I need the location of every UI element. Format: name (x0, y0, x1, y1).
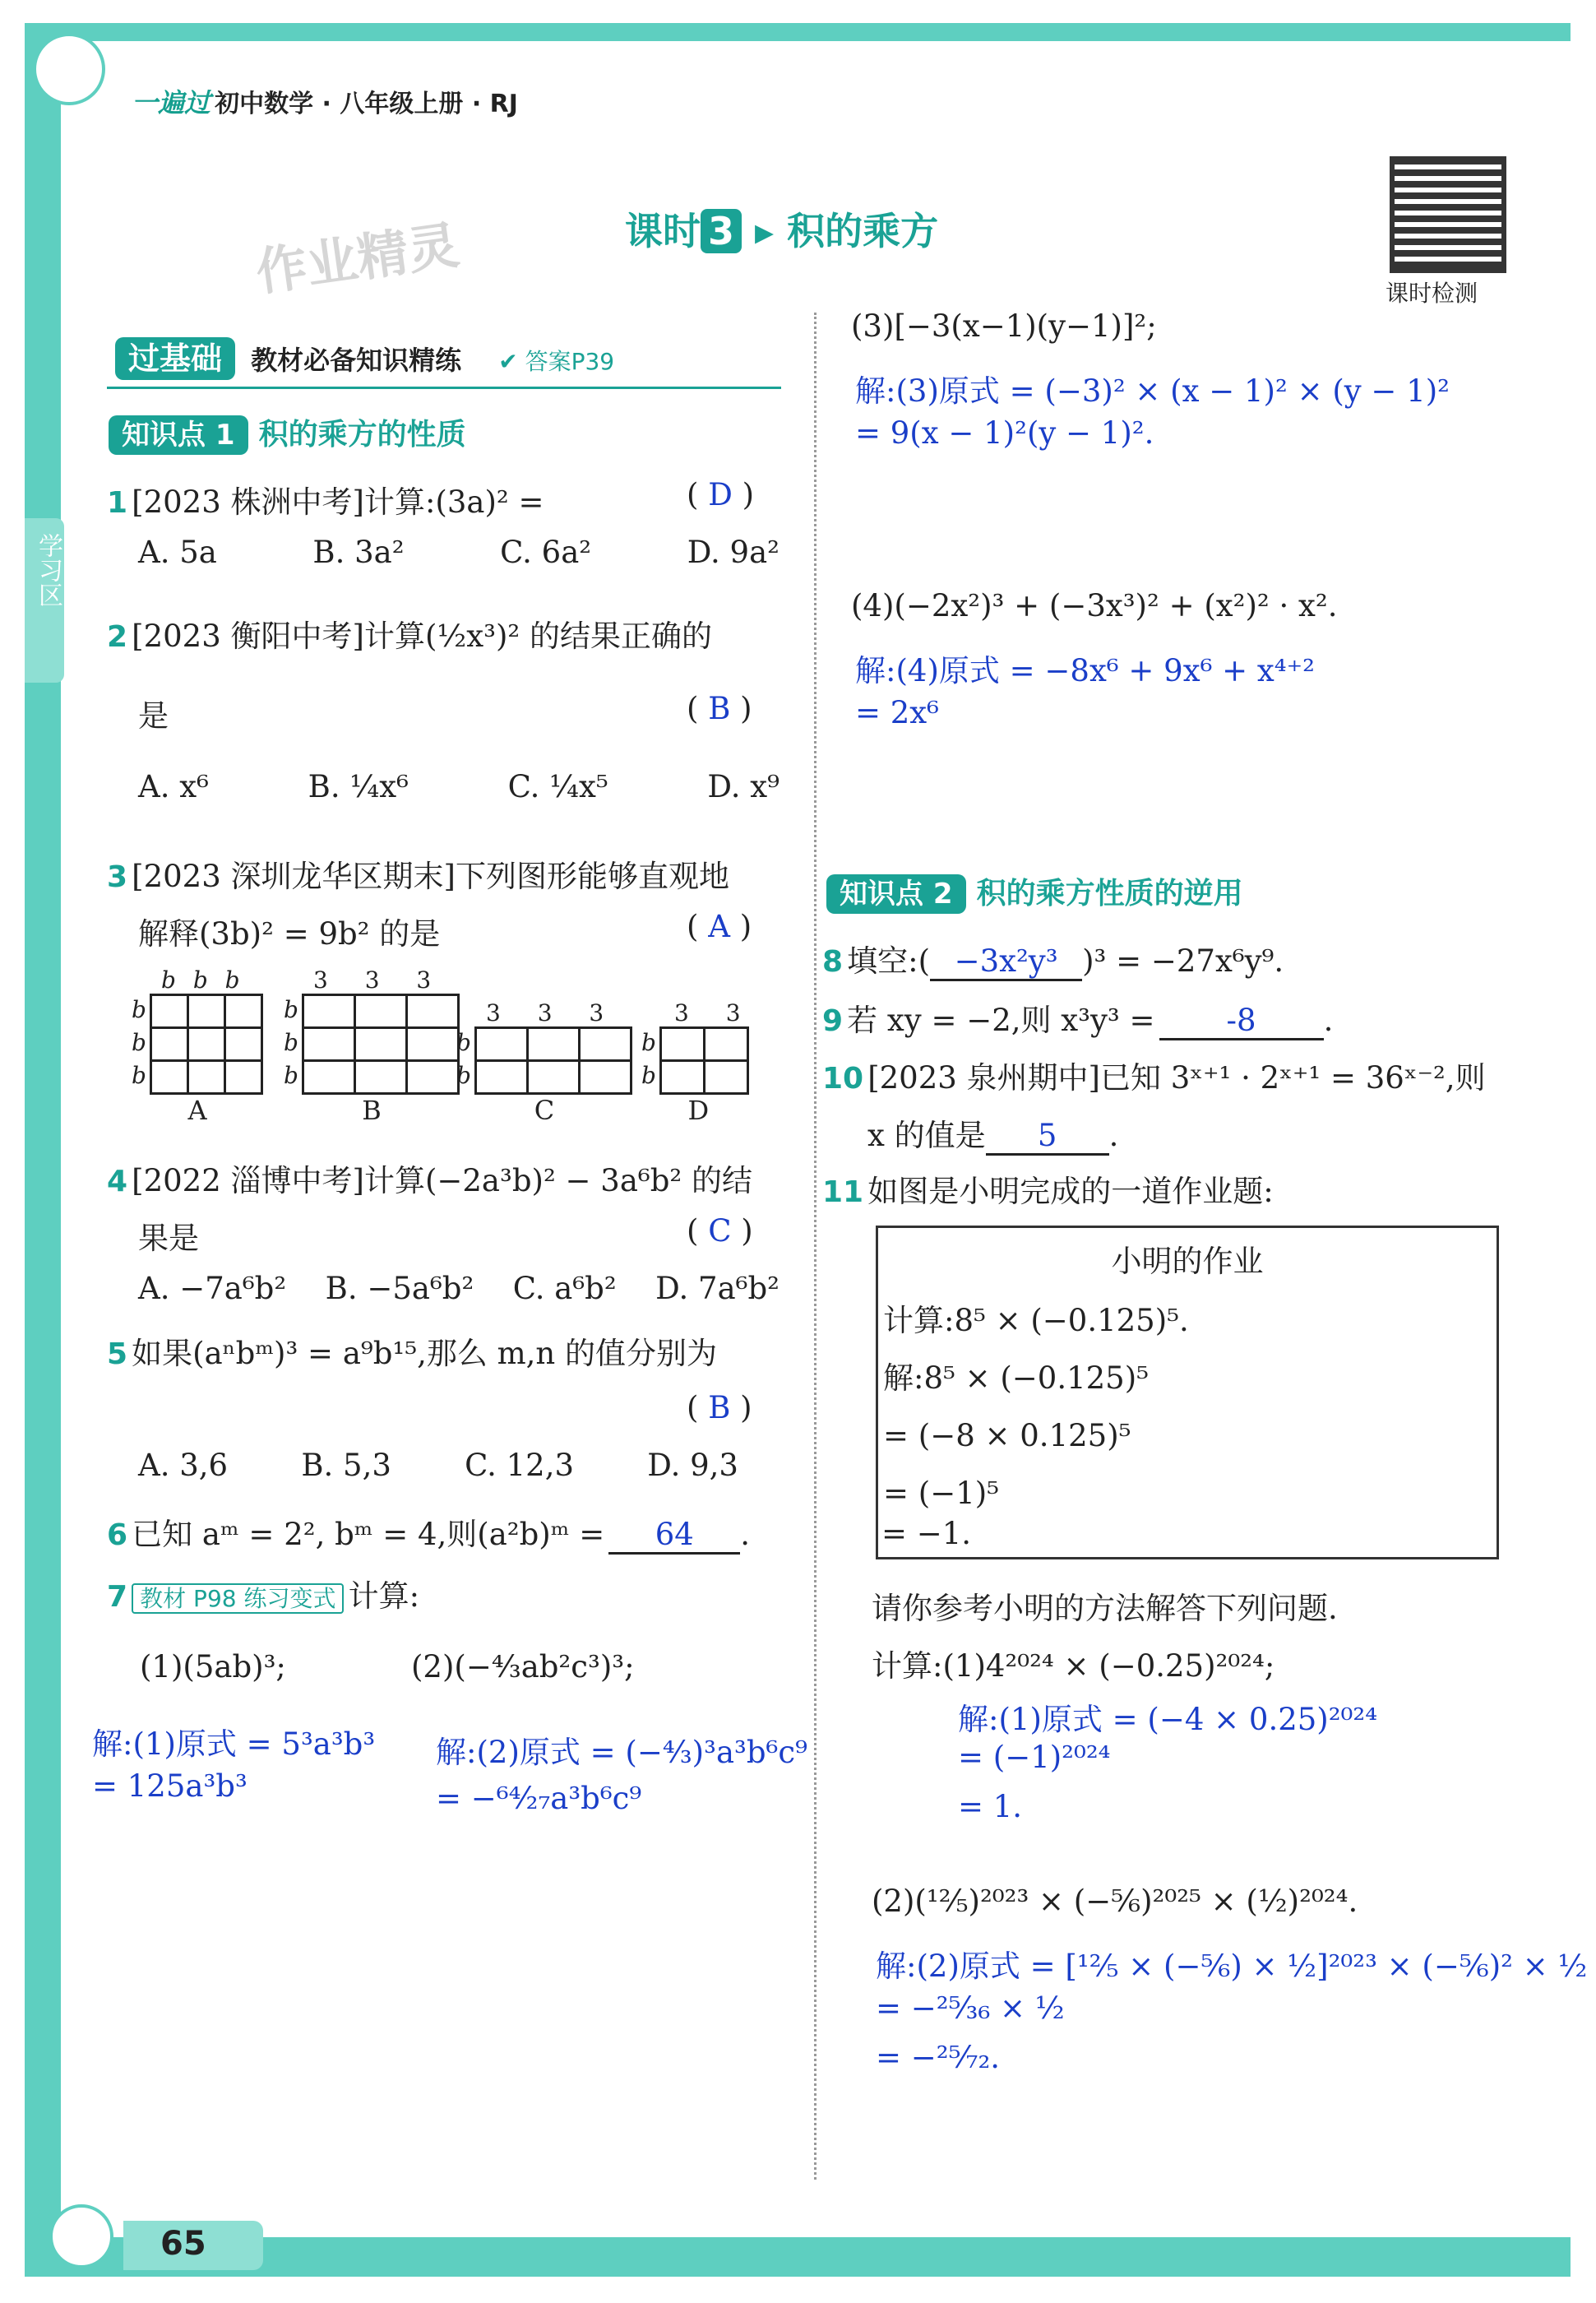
q4-stem-cont: 果是 (138, 1221, 199, 1256)
q2-option-d: D. x⁹ (707, 769, 779, 804)
answer-ref-text: 答案P39 (525, 348, 615, 375)
q3-figure-a (132, 966, 263, 1126)
homework-box (876, 1226, 1499, 1559)
answer-reference: ✔ 答案P39 (498, 348, 615, 375)
q5-answer-bracket: ( B ) (687, 1390, 752, 1425)
section-subtitle: 教材必备知识精练 (251, 345, 462, 376)
q1-options (138, 535, 779, 570)
fig-c-top: 3 3 3 (486, 999, 619, 1026)
q6-number: 6 (107, 1518, 128, 1552)
q11-part1: 计算:(1)4²⁰²⁴ × (−0.25)²⁰²⁴; (872, 1648, 1275, 1684)
q7-solution2-line1: 解:(2)原式 = (−⁴⁄₃)³a³b⁶c⁹ (436, 1735, 807, 1770)
q6-answer: 64 (608, 1517, 740, 1555)
q3-figure-c (456, 999, 632, 1126)
q9-suffix: . (1323, 1003, 1334, 1038)
q3-figure-b (284, 966, 460, 1126)
q9-prefix: 若 xy = −2,则 x³y³ = (847, 1003, 1155, 1038)
homework-line-5: = −1. (881, 1516, 972, 1551)
qr-code-icon[interactable] (1390, 156, 1506, 273)
fig-b-top: 3 3 3 (313, 966, 446, 994)
section-title: 过基础 (115, 337, 235, 380)
q3-figure-d (641, 999, 756, 1126)
q8-prefix: 填空:( (847, 943, 931, 979)
q4-option-b: B. −5a⁶b² (325, 1271, 474, 1306)
q2-option-b: B. ¼x⁶ (308, 769, 409, 804)
q2-option-a: A. x⁶ (138, 769, 209, 804)
q11-solution2-line3: = −²⁵⁄₇₂. (876, 2040, 1001, 2075)
q7-part2: (2)(−⁴⁄₃ab²c³)³; (411, 1649, 635, 1684)
footer-mascot-icon (49, 2204, 113, 2268)
side-tab-label: 学习区 (34, 533, 62, 607)
book-title: 初中数学 · 八年级上册 · RJ (215, 90, 518, 118)
fig-c-label: C (534, 1095, 555, 1126)
q7-solution1-line1: 解:(1)原式 = 5³a³b³ (92, 1726, 376, 1762)
q5-option-d: D. 9,3 (647, 1448, 738, 1483)
q4-answer-bracket: ( C ) (687, 1213, 753, 1249)
q9-number: 9 (822, 1004, 844, 1038)
question-9 (822, 995, 1333, 1040)
homework-line-3: = (−8 × 0.125)⁵ (883, 1418, 1131, 1453)
q1-option-a: A. 5a (138, 535, 217, 570)
homework-line-2: 解:8⁵ × (−0.125)⁵ (883, 1360, 1149, 1396)
q3-answer: A (708, 909, 730, 944)
q2-stem-cont: 是 (138, 698, 169, 734)
header (132, 82, 518, 120)
fig-a-grid (150, 994, 263, 1095)
q1-number: 1 (107, 486, 128, 520)
q3-answer-bracket: ( A ) (687, 909, 752, 944)
q7-solution4-line2: = 2x⁶ (855, 695, 940, 730)
column-divider (814, 313, 817, 2180)
question-8 (822, 936, 1284, 981)
q10-number: 10 (822, 1062, 864, 1096)
fig-d-label: D (687, 1095, 710, 1126)
q1-option-b: B. 3a² (312, 535, 405, 570)
q5-stem: 如果(aⁿbᵐ)³ = a⁹b¹⁵,那么 m,n 的值分别为 (132, 1336, 718, 1371)
q2-options (138, 769, 779, 804)
homework-line-4: = (−1)⁵ (883, 1476, 1000, 1511)
left-border (25, 23, 61, 2277)
knowledge-point-1 (109, 411, 466, 453)
q11-solution1-line3: = 1. (958, 1789, 1023, 1824)
fig-c-side: b b (456, 1029, 471, 1089)
q5-option-b: B. 5,3 (301, 1448, 391, 1483)
q1-option-d: D. 9a² (687, 535, 779, 570)
q10-suffix: . (1108, 1118, 1119, 1153)
q7-part4: (4)(−2x²)³ + (−3x³)² + (x²)² · x². (851, 588, 1338, 623)
fig-a-label: A (187, 1095, 207, 1126)
fig-d-side: b b (641, 1029, 656, 1089)
q8-suffix: )³ = −27x⁶y⁹. (1082, 943, 1284, 979)
page-number: 65 (160, 2225, 206, 2263)
q7-number: 7 (107, 1580, 128, 1614)
q7-part1: (1)(5ab)³; (140, 1649, 286, 1684)
q4-answer: C (708, 1213, 732, 1249)
qr-caption: 课时检测 (1386, 280, 1478, 307)
q5-option-a: A. 3,6 (138, 1448, 229, 1483)
kp2-label: 知识点 2 (826, 874, 966, 914)
q7-solution3-line2: = 9(x − 1)²(y − 1)². (855, 415, 1154, 451)
question-7 (107, 1571, 419, 1615)
q11-stem: 如图是小明完成的一道作业题: (867, 1174, 1274, 1209)
fig-a-side: b b b (132, 996, 146, 1089)
q2-stem: [2023 衡阳中考]计算(½x³)² 的结果正确的 (132, 619, 712, 654)
q1-stem: [2023 株洲中考]计算:(3a)² = (132, 484, 544, 520)
q11-instruction: 请你参考小明的方法解答下列问题. (872, 1591, 1338, 1626)
q2-answer-bracket: ( B ) (687, 691, 752, 726)
q2-answer: B (708, 691, 731, 726)
q7-solution3-line1: 解:(3)原式 = (−3)² × (x − 1)² × (y − 1)² (855, 373, 1450, 409)
q7-part3: (3)[−3(x−1)(y−1)]²; (851, 308, 1157, 344)
q9-answer: -8 (1159, 1003, 1324, 1040)
q4-number: 4 (107, 1165, 128, 1198)
homework-title: 小明的作业 (1111, 1244, 1264, 1279)
fig-a-top: b b b (161, 966, 245, 994)
lesson-title: 课时 3 ▸ 积的乘方 (625, 209, 939, 253)
q7-solution1-line2: = 125a³b³ (92, 1768, 247, 1804)
section-banner (115, 333, 614, 378)
lesson-prefix: 课时 (625, 209, 701, 253)
q10-prefix: x 的值是 (867, 1118, 986, 1153)
question-10-line2 (867, 1110, 1118, 1156)
section-rule (107, 387, 781, 389)
q1-answer: D (708, 477, 733, 512)
q3-stem: [2023 深圳龙华区期末]下列图形能够直观地 (132, 859, 729, 894)
q4-option-a: A. −7a⁶b² (138, 1271, 287, 1306)
question-2 (107, 611, 712, 656)
fig-d-top: 3 3 (674, 999, 756, 1026)
q6-stem: 已知 aᵐ = 2², bᵐ = 4,则(a²b)ᵐ = (132, 1517, 605, 1552)
fig-b-label: B (362, 1095, 382, 1126)
side-tab (25, 518, 64, 683)
q5-options (138, 1448, 738, 1483)
kp1-label: 知识点 1 (109, 415, 248, 455)
kp2-title: 积的乘方性质的逆用 (976, 877, 1243, 911)
mascot-icon (33, 33, 105, 105)
q2-option-c: C. ¼x⁵ (507, 769, 608, 804)
watermark: 作业精灵 (252, 215, 463, 303)
question-10 (822, 1053, 1486, 1097)
knowledge-point-2 (826, 870, 1243, 912)
q2-number: 2 (107, 620, 128, 654)
q5-answer: B (708, 1390, 731, 1425)
q8-answer: −3x²y³ (930, 943, 1082, 981)
q7-stem: 计算: (348, 1578, 420, 1614)
fig-d-grid (659, 1026, 749, 1095)
q7-solution4-line1: 解:(4)原式 = −8x⁶ + 9x⁶ + x⁴⁺² (855, 653, 1315, 688)
q11-part2: (2)(¹²⁄₅)²⁰²³ × (−⁵⁄₆)²⁰²⁵ × (½)²⁰²⁴. (872, 1884, 1358, 1919)
q1-answer-bracket: ( D ) (687, 477, 755, 512)
homework-line-1: 计算:8⁵ × (−0.125)⁵. (883, 1303, 1189, 1338)
fig-b-side: b b b (284, 996, 298, 1089)
question-5 (107, 1328, 717, 1373)
q11-solution1-line1: 解:(1)原式 = (−4 × 0.25)²⁰²⁴ (958, 1702, 1378, 1737)
q1-option-c: C. 6a² (500, 535, 592, 570)
q11-solution2-line2: = −²⁵⁄₃₆ × ½ (876, 1990, 1065, 2026)
kp1-title: 积的乘方的性质 (258, 418, 466, 452)
q5-option-c: C. 12,3 (465, 1448, 575, 1483)
top-border (25, 23, 1571, 41)
q3-stem-cont: 解释(3b)² = 9b² 的是 (138, 916, 441, 952)
q7-tag: 教材 P98 练习变式 (132, 1583, 344, 1614)
lesson-number: 3 (701, 209, 742, 253)
question-1 (107, 477, 544, 521)
question-11 (822, 1166, 1274, 1211)
brand-logo: 一遍过 (132, 87, 211, 118)
fig-c-grid (474, 1026, 632, 1095)
q4-options (138, 1271, 779, 1306)
q8-number: 8 (822, 945, 844, 979)
q11-number: 11 (822, 1175, 864, 1209)
q11-solution1-line2: = (−1)²⁰²⁴ (958, 1740, 1111, 1775)
q10-stem: [2023 泉州期中]已知 3ˣ⁺¹ · 2ˣ⁺¹ = 36ˣ⁻²,则 (867, 1060, 1486, 1096)
question-4 (107, 1156, 752, 1200)
question-3 (107, 851, 729, 896)
q4-option-c: C. a⁶b² (512, 1271, 617, 1306)
q4-stem: [2022 淄博中考]计算(−2a³b)² − 3a⁶b² 的结 (132, 1163, 753, 1198)
lesson-name: 积的乘方 (787, 209, 939, 253)
q10-answer: 5 (986, 1118, 1109, 1156)
q3-number: 3 (107, 860, 128, 894)
q11-solution2-line1: 解:(2)原式 = [¹²⁄₅ × (−⁵⁄₆) × ½]²⁰²³ × (−⁵⁄₆)² × ½ (876, 1949, 1588, 1984)
q4-option-d: D. 7a⁶b² (655, 1271, 779, 1306)
homework-body (883, 1292, 1497, 1522)
question-6: 6 已知 aᵐ = 2², bᵐ = 4,则(a²b)ᵐ = 64 . (107, 1509, 750, 1555)
q7-solution2-line2: = −⁶⁴⁄₂₇a³b⁶c⁹ (436, 1781, 642, 1816)
fig-b-grid (302, 994, 460, 1095)
q5-number: 5 (107, 1337, 128, 1371)
